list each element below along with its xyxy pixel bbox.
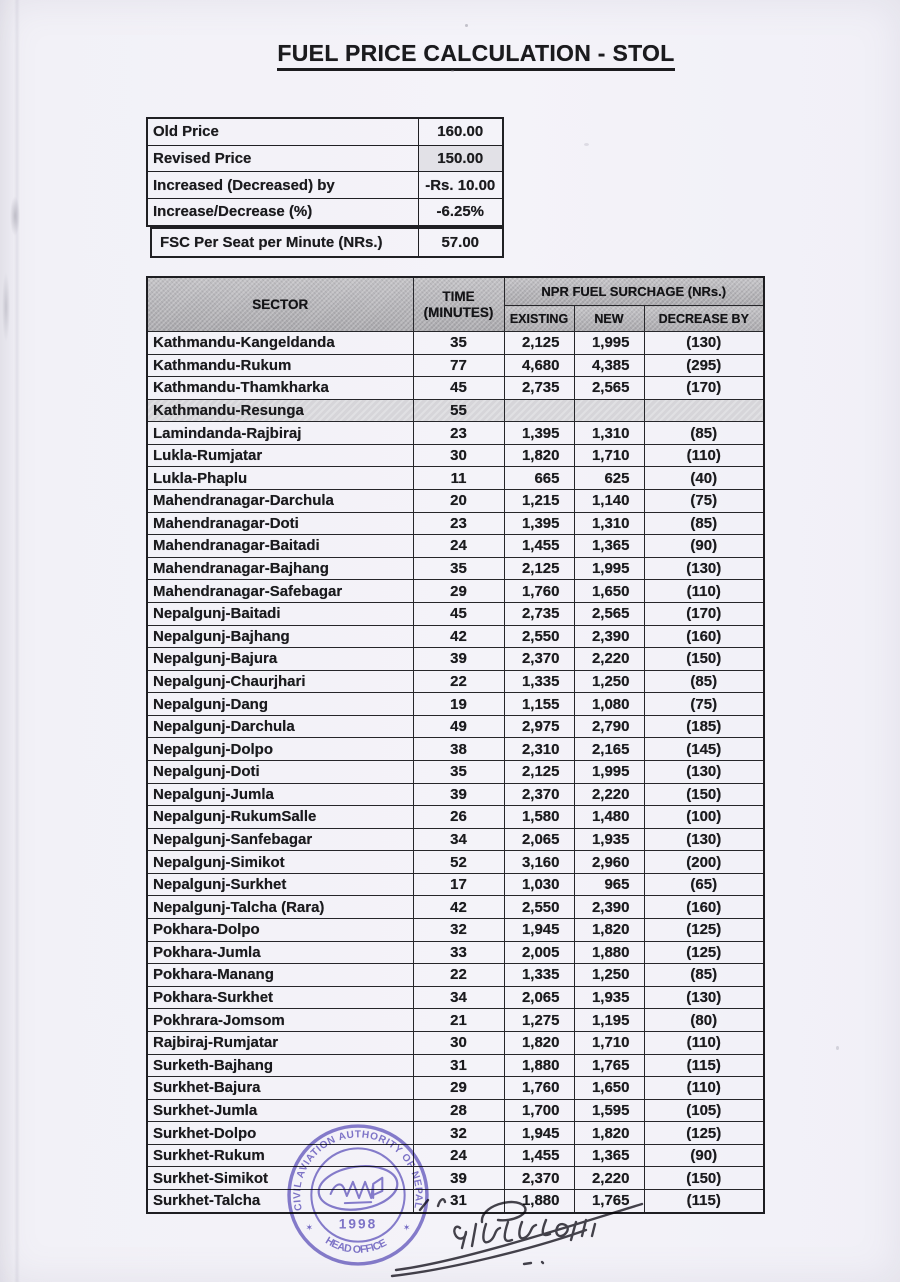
time-cell: 21 — [413, 1009, 504, 1032]
existing-cell: 1,395 — [504, 422, 574, 445]
decrease-cell: (90) — [644, 535, 764, 558]
svg-text:HEAD OFFICE — [323, 1235, 389, 1256]
existing-cell: 1,880 — [504, 1189, 574, 1213]
time-cell: 52 — [413, 851, 504, 874]
existing-cell — [504, 399, 574, 422]
time-cell: 28 — [413, 1099, 504, 1122]
page-title-wrap — [0, 40, 900, 71]
decrease-cell: (170) — [644, 377, 764, 400]
stamp-signature-zigzag — [331, 1178, 383, 1203]
sector-cell: Pokhara-Surkhet — [147, 986, 413, 1009]
sector-cell: Nepalgunj-Bajura — [147, 648, 413, 671]
table-row — [147, 467, 764, 490]
table-row — [147, 873, 764, 896]
stamp-ring-text: CIVIL AVIATION AUTHORITY OF NEPAL — [292, 1129, 424, 1212]
existing-cell: 1,760 — [504, 580, 574, 603]
sector-cell: Nepalgunj-Darchula — [147, 715, 413, 738]
decrease-cell: (85) — [644, 670, 764, 693]
fsc-table — [150, 227, 504, 258]
time-cell: 39 — [413, 783, 504, 806]
sector-cell: Kathmandu-Kangeldanda — [147, 332, 413, 355]
time-cell: 42 — [413, 896, 504, 919]
summary-value: 160.00 — [418, 118, 503, 145]
table-row — [147, 941, 764, 964]
existing-cell: 2,125 — [504, 760, 574, 783]
table-row — [147, 1122, 764, 1145]
sector-cell: Kathmandu-Thamkharka — [147, 377, 413, 400]
decrease-cell: (85) — [644, 422, 764, 445]
new-cell: 2,390 — [574, 896, 644, 919]
time-cell: 77 — [413, 354, 504, 377]
table-row — [147, 1077, 764, 1100]
table-row — [147, 986, 764, 1009]
new-cell: 2,565 — [574, 377, 644, 400]
signature-dots — [524, 1262, 543, 1264]
table-row — [147, 444, 764, 467]
header-time-line1: TIME — [442, 288, 475, 304]
new-cell: 2,220 — [574, 1167, 644, 1190]
decrease-cell: (90) — [644, 1144, 764, 1167]
existing-cell: 2,125 — [504, 557, 574, 580]
sector-table-body — [147, 332, 764, 1214]
existing-cell: 4,680 — [504, 354, 574, 377]
new-cell: 1,195 — [574, 1009, 644, 1032]
sector-cell: Nepalgunj-RukumSalle — [147, 806, 413, 829]
decrease-cell: (185) — [644, 715, 764, 738]
existing-cell: 1,945 — [504, 919, 574, 942]
sector-cell: Pokhrara-Jomsom — [147, 1009, 413, 1032]
page-title: FUEL PRICE CALCULATION - STOL — [277, 40, 674, 71]
table-row — [147, 512, 764, 535]
time-cell: 11 — [413, 467, 504, 490]
time-cell: 32 — [413, 1122, 504, 1145]
sector-cell: Nepalgunj-Chaurjhari — [147, 670, 413, 693]
new-cell: 1,995 — [574, 557, 644, 580]
decrease-cell — [644, 399, 764, 422]
header-sector: SECTOR — [147, 277, 413, 332]
existing-cell: 1,945 — [504, 1122, 574, 1145]
table-row — [147, 1099, 764, 1122]
existing-cell: 1,215 — [504, 490, 574, 513]
table-row — [147, 783, 764, 806]
sector-cell: Nepalgunj-Bajhang — [147, 625, 413, 648]
time-cell: 42 — [413, 625, 504, 648]
time-cell: 55 — [413, 399, 504, 422]
decrease-cell: (130) — [644, 828, 764, 851]
decrease-cell: (75) — [644, 693, 764, 716]
time-cell: 49 — [413, 715, 504, 738]
time-cell: 35 — [413, 332, 504, 355]
existing-cell: 2,975 — [504, 715, 574, 738]
scan-speck — [836, 1046, 839, 1050]
time-cell: 17 — [413, 873, 504, 896]
summary-label: Increase/Decrease (%) — [147, 199, 418, 226]
stamp-ellipse — [316, 1161, 400, 1214]
decrease-cell: (85) — [644, 964, 764, 987]
new-cell: 1,140 — [574, 490, 644, 513]
time-cell: 34 — [413, 986, 504, 1009]
existing-cell: 1,820 — [504, 444, 574, 467]
summary-label: Increased (Decreased) by — [147, 172, 418, 199]
table-row — [147, 919, 764, 942]
table-row — [147, 490, 764, 513]
table-row — [147, 377, 764, 400]
table-row — [147, 851, 764, 874]
summary-label: Old Price — [147, 118, 418, 145]
summary-row — [147, 172, 503, 199]
price-summary-table — [146, 117, 504, 227]
decrease-cell: (150) — [644, 1167, 764, 1190]
new-cell: 1,650 — [574, 1077, 644, 1100]
decrease-cell: (110) — [644, 580, 764, 603]
table-row — [147, 535, 764, 558]
existing-cell: 1,395 — [504, 512, 574, 535]
decrease-cell: (125) — [644, 1122, 764, 1145]
decrease-cell: (170) — [644, 602, 764, 625]
existing-cell: 1,030 — [504, 873, 574, 896]
sector-cell: Surkhet-Simikot — [147, 1167, 413, 1190]
decrease-cell: (130) — [644, 760, 764, 783]
sector-cell: Surkhet-Talcha — [147, 1189, 413, 1213]
decrease-cell: (80) — [644, 1009, 764, 1032]
new-cell: 1,995 — [574, 332, 644, 355]
summary-label: Revised Price — [147, 145, 418, 172]
table-row — [147, 1167, 764, 1190]
sector-cell: Surkhet-Bajura — [147, 1077, 413, 1100]
stamp-star-right-icon: ✶ — [402, 1222, 411, 1233]
signature-top-loop — [482, 1202, 526, 1222]
time-cell: 34 — [413, 828, 504, 851]
decrease-cell: (110) — [644, 1077, 764, 1100]
new-cell — [574, 399, 644, 422]
sector-cell: Surkhet-Rukum — [147, 1144, 413, 1167]
time-cell: 35 — [413, 760, 504, 783]
time-cell: 30 — [413, 444, 504, 467]
sector-cell: Pokhara-Dolpo — [147, 919, 413, 942]
new-cell: 1,365 — [574, 1144, 644, 1167]
new-cell: 1,935 — [574, 828, 644, 851]
fsc-row — [151, 228, 503, 257]
decrease-cell: (110) — [644, 1031, 764, 1054]
new-cell: 1,820 — [574, 1122, 644, 1145]
header-surcharge-group: NPR FUEL SURCHAGE (NRs.) — [504, 277, 764, 306]
time-cell: 23 — [413, 512, 504, 535]
existing-cell: 1,700 — [504, 1099, 574, 1122]
decrease-cell: (100) — [644, 806, 764, 829]
new-cell: 2,220 — [574, 783, 644, 806]
table-row — [147, 1144, 764, 1167]
time-cell: 29 — [413, 580, 504, 603]
sector-cell: Nepalgunj-Sanfebagar — [147, 828, 413, 851]
new-cell: 1,595 — [574, 1099, 644, 1122]
new-cell: 1,310 — [574, 512, 644, 535]
sector-cell: Lamindanda-Rajbiraj — [147, 422, 413, 445]
new-cell: 1,995 — [574, 760, 644, 783]
sector-surcharge-table — [146, 276, 765, 1214]
new-cell: 1,710 — [574, 444, 644, 467]
new-cell: 1,820 — [574, 919, 644, 942]
sector-cell: Rajbiraj-Rumjatar — [147, 1031, 413, 1054]
time-cell: 26 — [413, 806, 504, 829]
sector-cell: Nepalgunj-Doti — [147, 760, 413, 783]
decrease-cell: (105) — [644, 1099, 764, 1122]
decrease-cell: (130) — [644, 332, 764, 355]
sector-table-header — [147, 277, 764, 332]
decrease-cell: (295) — [644, 354, 764, 377]
decrease-cell: (85) — [644, 512, 764, 535]
existing-cell: 1,760 — [504, 1077, 574, 1100]
decrease-cell: (115) — [644, 1189, 764, 1213]
decrease-cell: (125) — [644, 941, 764, 964]
summary-row — [147, 118, 503, 145]
new-cell: 2,220 — [574, 648, 644, 671]
new-cell: 1,650 — [574, 580, 644, 603]
table-row — [147, 964, 764, 987]
scan-crease — [14, 0, 20, 1282]
sector-cell: Nepalgunj-Dolpo — [147, 738, 413, 761]
new-cell: 1,250 — [574, 964, 644, 987]
sector-cell: Pokhara-Manang — [147, 964, 413, 987]
time-cell: 39 — [413, 1167, 504, 1190]
decrease-cell: (150) — [644, 648, 764, 671]
existing-cell: 2,370 — [504, 648, 574, 671]
existing-cell: 1,275 — [504, 1009, 574, 1032]
table-row — [147, 625, 764, 648]
sector-cell: Kathmandu-Resunga — [147, 399, 413, 422]
decrease-cell: (160) — [644, 896, 764, 919]
time-cell: 22 — [413, 670, 504, 693]
table-row — [147, 602, 764, 625]
stamp-star-left-icon: ✶ — [305, 1222, 314, 1233]
time-cell: 20 — [413, 490, 504, 513]
table-row — [147, 715, 764, 738]
summary-value: -Rs. 10.00 — [418, 172, 503, 199]
decrease-cell: (150) — [644, 783, 764, 806]
new-cell: 1,480 — [574, 806, 644, 829]
sector-cell: Nepalgunj-Jumla — [147, 783, 413, 806]
table-row — [147, 828, 764, 851]
new-cell: 1,365 — [574, 535, 644, 558]
time-cell: 35 — [413, 557, 504, 580]
sector-cell: Nepalgunj-Baitadi — [147, 602, 413, 625]
existing-cell: 1,820 — [504, 1031, 574, 1054]
new-cell: 1,250 — [574, 670, 644, 693]
table-row — [147, 760, 764, 783]
decrease-cell: (40) — [644, 467, 764, 490]
sector-cell: Mahendranagar-Baitadi — [147, 535, 413, 558]
new-cell: 2,390 — [574, 625, 644, 648]
time-cell: 31 — [413, 1054, 504, 1077]
table-row — [147, 1054, 764, 1077]
table-row — [147, 896, 764, 919]
table-row — [147, 332, 764, 355]
existing-cell: 2,125 — [504, 332, 574, 355]
sector-cell: Lukla-Rumjatar — [147, 444, 413, 467]
sector-cell: Pokhara-Jumla — [147, 941, 413, 964]
decrease-cell: (145) — [644, 738, 764, 761]
existing-cell: 2,065 — [504, 986, 574, 1009]
sector-cell: Nepalgunj-Simikot — [147, 851, 413, 874]
new-cell: 4,385 — [574, 354, 644, 377]
new-cell: 1,765 — [574, 1189, 644, 1213]
summary-row — [147, 145, 503, 172]
signature-mark-left — [420, 1199, 445, 1210]
existing-cell: 1,335 — [504, 670, 574, 693]
existing-cell: 1,580 — [504, 806, 574, 829]
new-cell: 1,880 — [574, 941, 644, 964]
new-cell: 625 — [574, 467, 644, 490]
existing-cell: 2,065 — [504, 828, 574, 851]
new-cell: 2,960 — [574, 851, 644, 874]
decrease-cell: (65) — [644, 873, 764, 896]
table-row — [147, 354, 764, 377]
sector-cell: Lukla-Phaplu — [147, 467, 413, 490]
time-cell: 33 — [413, 941, 504, 964]
decrease-cell: (75) — [644, 490, 764, 513]
existing-cell: 665 — [504, 467, 574, 490]
time-cell: 38 — [413, 738, 504, 761]
existing-cell: 2,550 — [504, 625, 574, 648]
new-cell: 1,080 — [574, 693, 644, 716]
table-row — [147, 738, 764, 761]
header-new: NEW — [574, 306, 644, 332]
scan-speck — [584, 143, 589, 146]
fsc-label: FSC Per Seat per Minute (NRs.) — [151, 228, 418, 257]
existing-cell: 2,370 — [504, 1167, 574, 1190]
time-cell: 32 — [413, 919, 504, 942]
time-cell: 29 — [413, 1077, 504, 1100]
existing-cell: 2,550 — [504, 896, 574, 919]
existing-cell: 1,455 — [504, 1144, 574, 1167]
new-cell: 2,790 — [574, 715, 644, 738]
sector-cell: Mahendranagar-Doti — [147, 512, 413, 535]
new-cell: 965 — [574, 873, 644, 896]
table-row — [147, 648, 764, 671]
table-row — [147, 422, 764, 445]
sector-cell: Nepalgunj-Talcha (Rara) — [147, 896, 413, 919]
time-cell: 19 — [413, 693, 504, 716]
fsc-value: 57.00 — [418, 228, 503, 257]
time-cell: 24 — [413, 535, 504, 558]
new-cell: 2,565 — [574, 602, 644, 625]
existing-cell: 2,310 — [504, 738, 574, 761]
stamp-year: 1998 — [338, 1216, 378, 1232]
header-time — [413, 277, 504, 332]
sector-cell: Kathmandu-Rukum — [147, 354, 413, 377]
signature-underline-short — [392, 1230, 586, 1276]
time-cell: 39 — [413, 648, 504, 671]
time-cell: 45 — [413, 602, 504, 625]
header-decrease-by: DECREASE BY — [644, 306, 764, 332]
header-time-line2: (MINUTES) — [423, 304, 494, 320]
time-cell: 30 — [413, 1031, 504, 1054]
decrease-cell: (130) — [644, 986, 764, 1009]
table-row — [147, 670, 764, 693]
sector-cell: Mahendranagar-Darchula — [147, 490, 413, 513]
table-row — [147, 399, 764, 422]
table-row — [147, 1031, 764, 1054]
existing-cell: 1,155 — [504, 693, 574, 716]
decrease-cell: (160) — [644, 625, 764, 648]
time-cell: 24 — [413, 1144, 504, 1167]
time-cell: 45 — [413, 377, 504, 400]
time-cell: 31 — [413, 1189, 504, 1213]
new-cell: 1,710 — [574, 1031, 644, 1054]
signature — [390, 1194, 650, 1280]
sector-cell: Surkhet-Jumla — [147, 1099, 413, 1122]
sector-cell: Mahendranagar-Bajhang — [147, 557, 413, 580]
new-cell: 1,310 — [574, 422, 644, 445]
table-row — [147, 557, 764, 580]
time-cell: 22 — [413, 964, 504, 987]
existing-cell: 1,880 — [504, 1054, 574, 1077]
sector-cell: Nepalgunj-Surkhet — [147, 873, 413, 896]
new-cell: 1,765 — [574, 1054, 644, 1077]
existing-cell: 2,735 — [504, 377, 574, 400]
decrease-cell: (115) — [644, 1054, 764, 1077]
sector-cell: Nepalgunj-Dang — [147, 693, 413, 716]
new-cell: 1,935 — [574, 986, 644, 1009]
summary-row — [147, 199, 503, 226]
summary-value: 150.00 — [418, 145, 503, 172]
scan-smudge — [10, 196, 20, 236]
sector-cell: Surketh-Bajhang — [147, 1054, 413, 1077]
decrease-cell: (110) — [644, 444, 764, 467]
scan-speck — [465, 24, 468, 27]
header-existing: EXISTING — [504, 306, 574, 332]
decrease-cell: (125) — [644, 919, 764, 942]
scan-speck — [451, 70, 454, 72]
existing-cell: 1,455 — [504, 535, 574, 558]
new-cell: 2,165 — [574, 738, 644, 761]
table-row — [147, 1009, 764, 1032]
decrease-cell: (200) — [644, 851, 764, 874]
existing-cell: 2,370 — [504, 783, 574, 806]
existing-cell: 2,735 — [504, 602, 574, 625]
existing-cell: 2,005 — [504, 941, 574, 964]
sector-cell: Mahendranagar-Safebagar — [147, 580, 413, 603]
table-row — [147, 580, 764, 603]
table-row — [147, 806, 764, 829]
price-summary-body — [147, 118, 503, 226]
stamp-bottom-text: HEAD OFFICE — [323, 1234, 390, 1256]
table-row — [147, 693, 764, 716]
decrease-cell: (130) — [644, 557, 764, 580]
summary-value: -6.25% — [418, 199, 503, 226]
existing-cell: 3,160 — [504, 851, 574, 874]
existing-cell: 1,335 — [504, 964, 574, 987]
sector-cell: Surkhet-Dolpo — [147, 1122, 413, 1145]
scan-smudge — [2, 272, 10, 342]
time-cell: 23 — [413, 422, 504, 445]
